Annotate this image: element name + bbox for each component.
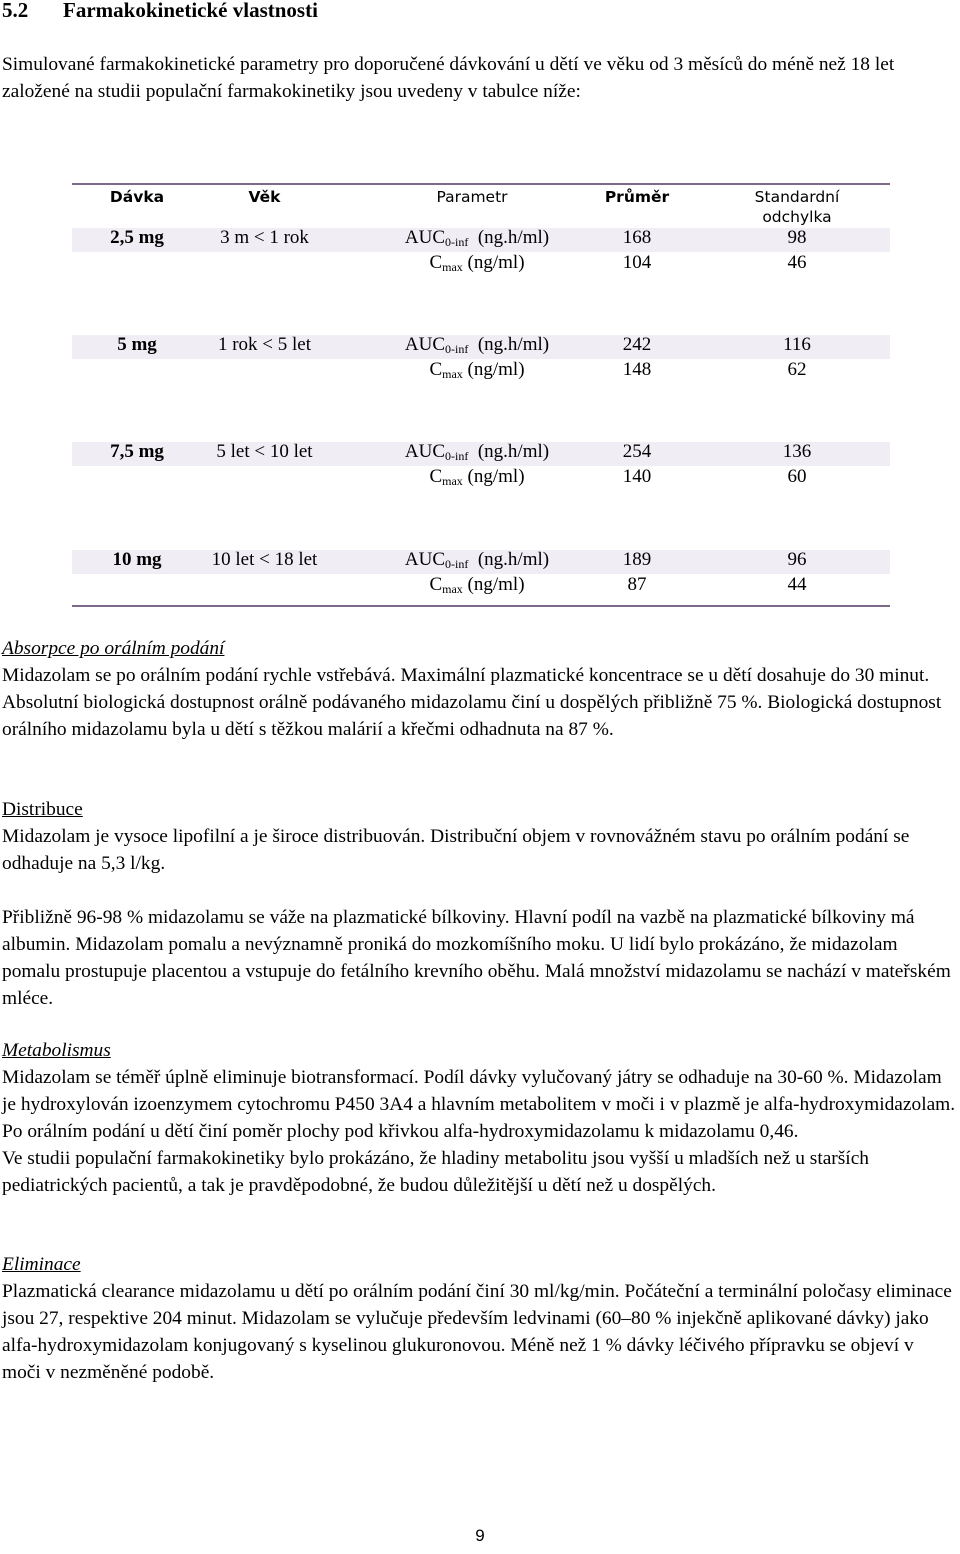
eliminace-title: Eliminace bbox=[2, 1254, 81, 1275]
dose-cell: 5 mg bbox=[117, 334, 157, 355]
section-number: 5.2 bbox=[2, 0, 29, 22]
auc-label: AUC bbox=[404, 441, 446, 462]
header-parameter: Parametr bbox=[436, 188, 508, 206]
cmax-unit: (ng/ml) bbox=[467, 252, 525, 273]
cmax-sd-cell: 62 bbox=[787, 359, 807, 380]
auc-subscript: 0-inf bbox=[445, 449, 469, 463]
header-sd-line1: Standardní bbox=[754, 188, 840, 206]
section-heading bbox=[2, 0, 318, 23]
eliminace-text: Plazmatická clearance midazolamu u dětí po orálním podání činí 30 ml/kg/min. Počáteční a terminální poločasy eliminace jsou 27, respektive 204 minut. Midazolam se vylučuje především ledvinami (60–80 % injekčně aplikované dávky) jako alfa-hydroxymidazolam konjugovaný s kyselinou glukuronovou. Méně než 1 % dávky léčivého přípravku se objeví v moči v nezměněné podobě. bbox=[2, 1281, 952, 1383]
auc-label: AUC bbox=[404, 227, 446, 248]
distribuce-title: Distribuce bbox=[2, 799, 83, 820]
metabolismus-text-1: Midazolam se téměř úplně eliminuje biotransformací. Podíl dávky vylučovaný játry se odhaduje na 30-60 %. Midazolam je hydroxylován izoenzymem cytochromu P450 3A4 a hlavním metabolitem v moči i v plazmě je alfa-hydroxymidazolam. Po orálním podání u dětí činí poměr plochy pod křivkou alfa-hydroxymidazolamu k midazolamu 0,46. bbox=[2, 1067, 956, 1142]
dose-cell: 10 mg bbox=[112, 549, 162, 570]
auc-mean-cell: 189 bbox=[622, 549, 652, 570]
section-metabolismus bbox=[2, 1037, 957, 1199]
auc-mean-cell: 254 bbox=[622, 441, 652, 462]
auc-label: AUC bbox=[404, 549, 446, 570]
metabolismus-title: Metabolismus bbox=[2, 1040, 111, 1061]
auc-mean-cell: 168 bbox=[622, 227, 652, 248]
auc-label: AUC bbox=[404, 334, 446, 355]
section-distribuce bbox=[2, 796, 957, 1012]
metabolismus-text-2: Ve studii populační farmakokinetiky bylo prokázáno, že hladiny metabolitu jsou vyšší u mladších než u starších pediatrických pacientů, a tak je pravděpodobné, že budou důležitější u dětí než u dospělých. bbox=[2, 1148, 870, 1196]
cmax-subscript: max bbox=[442, 367, 463, 381]
cmax-label: C bbox=[429, 359, 443, 380]
dose-cell: 7,5 mg bbox=[110, 441, 164, 462]
cmax-sd-cell: 44 bbox=[787, 574, 807, 595]
absorpce-title: Absorpce po orálním podání bbox=[2, 638, 225, 659]
auc-subscript: 0-inf bbox=[445, 235, 469, 249]
absorpce-text: Midazolam se po orálním podání rychle vstřebává. Maximální plazmatické koncentrace se u dětí dosahuje do 30 minut. Absolutní biologická dostupnost orálně podávaného midazolamu činí u dospělých přibližně 75 %. Biologická dostupnost orálního midazolamu byla u dětí s těžkou malárií a křečmi odhadnuta na 87 %. bbox=[2, 665, 942, 740]
cmax-unit: (ng/ml) bbox=[467, 466, 525, 487]
header-sd-line2: odchylka bbox=[762, 208, 832, 226]
section-title: Farmakokinetické vlastnosti bbox=[63, 0, 318, 22]
cmax-subscript: max bbox=[442, 474, 463, 488]
cmax-subscript: max bbox=[442, 260, 463, 274]
section-absorpce bbox=[2, 635, 957, 743]
table-header-row bbox=[72, 183, 890, 231]
auc-unit: (ng.h/ml) bbox=[477, 549, 550, 570]
age-cell: 10 let < 18 let bbox=[211, 549, 318, 570]
cmax-unit: (ng/ml) bbox=[467, 574, 525, 595]
header-age: Věk bbox=[248, 188, 281, 206]
cmax-mean-cell: 104 bbox=[622, 252, 652, 273]
page-number: 9 bbox=[475, 1526, 485, 1545]
cmax-unit: (ng/ml) bbox=[467, 359, 525, 380]
auc-sd-cell: 116 bbox=[783, 334, 811, 355]
table-bottom-rule bbox=[72, 605, 890, 607]
cmax-label: C bbox=[429, 574, 443, 595]
age-cell: 5 let < 10 let bbox=[216, 441, 313, 462]
distribuce-text-1: Midazolam je vysoce lipofilní a je široce distribuován. Distribuční objem v rovnovážném stavu po orálním podání se odhaduje na 5,3 l/kg. bbox=[2, 826, 910, 874]
cmax-sd-cell: 46 bbox=[787, 252, 807, 273]
cmax-label: C bbox=[429, 252, 443, 273]
section-eliminace bbox=[2, 1251, 957, 1386]
age-cell: 1 rok < 5 let bbox=[217, 334, 312, 355]
age-cell: 3 m < 1 rok bbox=[220, 227, 309, 248]
auc-subscript: 0-inf bbox=[445, 557, 469, 571]
dose-cell: 2,5 mg bbox=[110, 227, 164, 248]
header-mean: Průměr bbox=[604, 188, 670, 206]
cmax-sd-cell: 60 bbox=[787, 466, 807, 487]
auc-unit: (ng.h/ml) bbox=[477, 441, 550, 462]
auc-sd-cell: 136 bbox=[782, 441, 812, 462]
auc-sd-cell: 98 bbox=[787, 227, 807, 248]
auc-unit: (ng.h/ml) bbox=[477, 227, 550, 248]
header-dose: Dávka bbox=[109, 188, 165, 206]
auc-unit: (ng.h/ml) bbox=[477, 334, 550, 355]
cmax-label: C bbox=[429, 466, 443, 487]
cmax-mean-cell: 140 bbox=[622, 466, 652, 487]
cmax-subscript: max bbox=[442, 582, 463, 596]
auc-sd-cell: 96 bbox=[787, 549, 807, 570]
auc-mean-cell: 242 bbox=[622, 334, 652, 355]
intro-paragraph: Simulované farmakokinetické parametry pro doporučené dávkování u dětí ve věku od 3 měsíců do méně než 18 let založené na studii populační farmakokinetiky jsou uvedeny v tabulce níže: bbox=[2, 54, 895, 102]
auc-subscript: 0-inf bbox=[445, 342, 469, 356]
distribuce-text-2: Přibližně 96-98 % midazolamu se váže na plazmatické bílkoviny. Hlavní podíl na vazbě na plazmatické bílkoviny má albumin. Midazolam pomalu a nevýznamně proniká do mozkomíšního moku. U lidí bylo prokázáno, že midazolam pomalu prostupuje placentou a vstupuje do fetálního krevního oběhu. Malá množství midazolamu se nachází v mateřském mléce. bbox=[2, 907, 951, 1009]
cmax-mean-cell: 87 bbox=[627, 574, 647, 595]
cmax-mean-cell: 148 bbox=[622, 359, 652, 380]
